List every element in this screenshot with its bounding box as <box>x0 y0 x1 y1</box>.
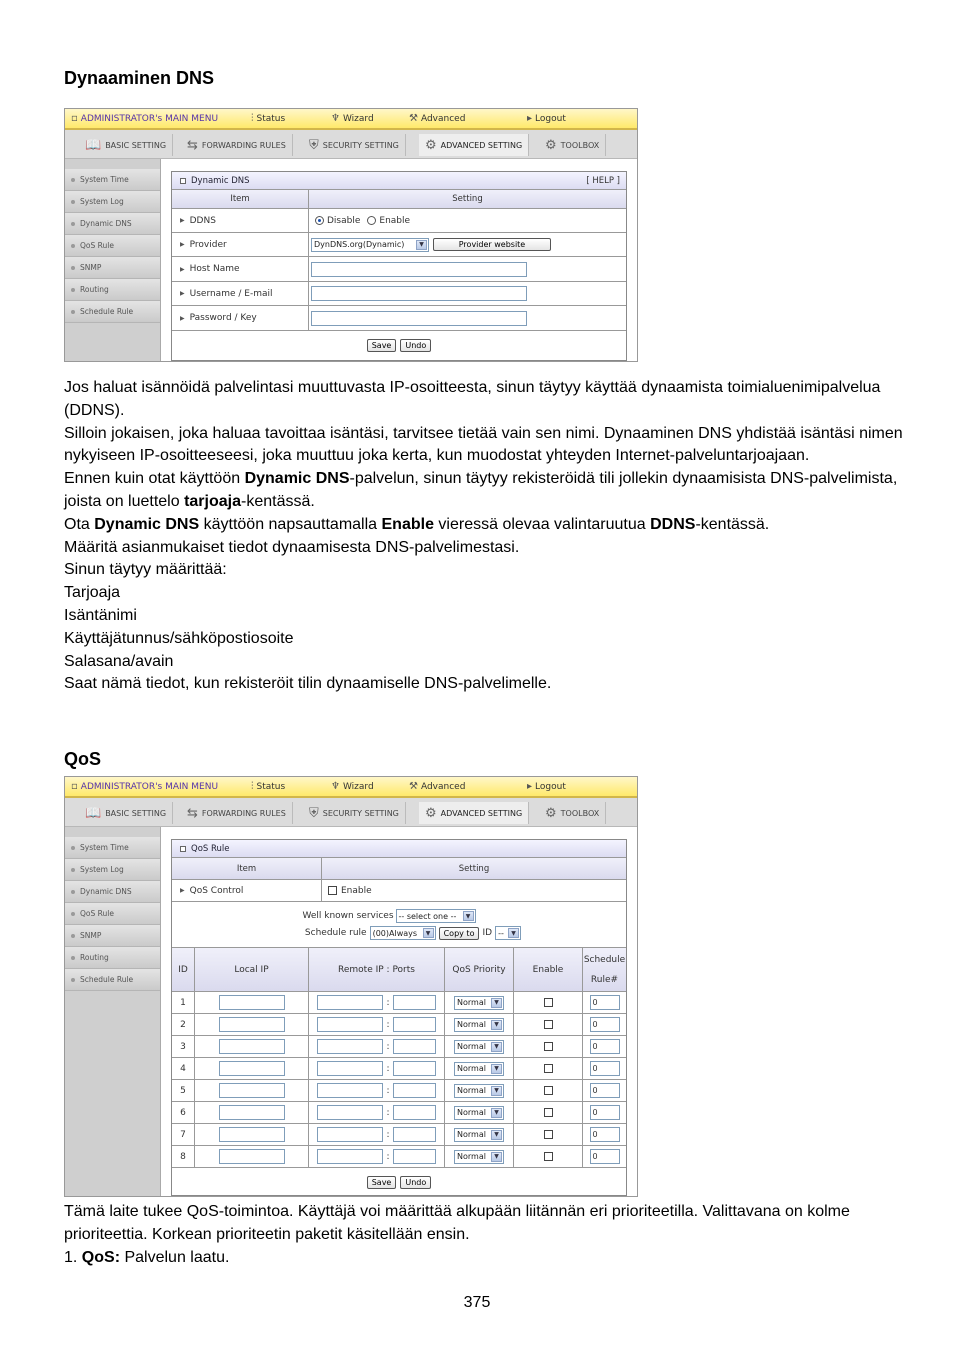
row-hostname: ▶ Host Name <box>172 257 626 282</box>
chevron-down-icon: ▼ <box>463 911 474 921</box>
bullet-icon <box>71 978 75 982</box>
remote-port-input[interactable] <box>393 1083 436 1098</box>
tab-security-setting[interactable]: ⛨ SECURITY SETTING <box>303 802 406 824</box>
menu-square-icon: ▫ <box>71 781 78 792</box>
priority-select[interactable]: Normal ▼ <box>454 1106 504 1120</box>
logout-link[interactable]: ▸ Logout <box>527 781 566 792</box>
router-sidebar <box>65 159 161 361</box>
arrow-icon: ▶ <box>180 887 185 894</box>
forward-icon: ⇆ <box>187 137 198 153</box>
chevron-down-icon: ▼ <box>491 1108 502 1118</box>
rule-enable-checkbox[interactable] <box>544 1108 553 1117</box>
logout-arrow-icon: ▸ <box>527 113 533 124</box>
remote-ip-input[interactable] <box>317 1083 383 1098</box>
col-setting-header: Setting <box>452 194 483 204</box>
priority-select[interactable]: Normal ▼ <box>454 1128 504 1142</box>
row-provider: ▶ Provider DynDNS.org(Dynamic) ▼ Provider website <box>172 233 626 257</box>
chevron-down-icon: ▼ <box>491 1130 502 1140</box>
tools-icon: ⚙ <box>425 137 437 153</box>
schedule-rule-input[interactable]: 0 <box>590 1083 620 1098</box>
rule-id: 6 <box>172 1102 195 1123</box>
main-menu-link[interactable]: ▫ ADMINISTRATOR's MAIN MENU <box>71 113 219 124</box>
router-screenshot-ddns <box>64 108 638 362</box>
row-password: ▶ Password / Key <box>172 306 626 331</box>
page-number: 375 <box>463 1294 491 1311</box>
bullet-icon <box>71 846 75 850</box>
bullet-icon <box>71 912 75 916</box>
remote-ip-input[interactable] <box>317 1127 383 1142</box>
undo-button[interactable]: Undo <box>400 1176 431 1189</box>
tab-forwarding-rules[interactable]: ⇆ FORWARDING RULES <box>181 134 293 156</box>
remote-port-input[interactable] <box>393 1149 436 1164</box>
table-row: 8 : Normal ▼ 0 <box>172 1146 626 1168</box>
sidebar-item-routing[interactable]: Routing <box>65 279 160 301</box>
sidebar-item-system-time[interactable]: System Time <box>65 169 160 191</box>
router-tabs <box>65 798 637 827</box>
schedule-rule-input[interactable]: 0 <box>590 995 620 1010</box>
qos-table-header: ID Local IP Remote IP : Ports QoS Priority Enable Schedule Rule# <box>172 948 626 992</box>
bullet-icon <box>71 310 75 314</box>
bullet-icon <box>71 178 75 182</box>
wizard-link[interactable]: ♆ Wizard <box>331 781 374 792</box>
section-heading-ddns: Dynaaminen DNS <box>64 68 215 88</box>
table-row: 1 : Normal ▼ 0 <box>172 992 626 1014</box>
tab-toolbox[interactable]: ⚙ TOOLBOX <box>539 802 606 824</box>
chevron-down-icon: ▼ <box>491 1042 502 1052</box>
remote-port-input[interactable] <box>393 1017 436 1032</box>
status-icon: ⫶ <box>251 113 254 124</box>
rule-id: 3 <box>172 1036 195 1057</box>
sidebar-item-qos-rule[interactable]: QoS Rule <box>65 903 160 925</box>
provider-select[interactable]: DynDNS.org(Dynamic) ▼ <box>311 238 429 252</box>
tab-basic-setting[interactable]: 📖 BASIC SETTING <box>79 134 173 156</box>
rule-id: 8 <box>172 1146 195 1167</box>
table-header <box>172 190 626 209</box>
form-buttons <box>172 331 626 359</box>
wizard-icon: ♆ <box>331 113 340 124</box>
save-button[interactable]: Save <box>367 1176 397 1189</box>
remote-ip-input[interactable] <box>317 995 383 1010</box>
remote-ip-input[interactable] <box>317 1017 383 1032</box>
sidebar-item-snmp[interactable]: SNMP <box>65 257 160 279</box>
remote-port-input[interactable] <box>393 1127 436 1142</box>
advanced-icon: ⚒ <box>409 113 418 124</box>
bullet-icon <box>71 890 75 894</box>
table-row: 5 : Normal ▼ 0 <box>172 1080 626 1102</box>
chevron-down-icon: ▼ <box>508 928 519 938</box>
status-icon: ⫶ <box>251 781 254 792</box>
schedule-rule-input[interactable]: 0 <box>590 1149 620 1164</box>
sidebar-item-snmp[interactable]: SNMP <box>65 925 160 947</box>
chevron-down-icon: ▼ <box>423 928 434 938</box>
remote-ip-input[interactable] <box>317 1061 383 1076</box>
table-row: 3 : Normal ▼ 0 <box>172 1036 626 1058</box>
logout-link[interactable]: ▸ Logout <box>527 113 566 124</box>
router-top-menu <box>65 777 637 798</box>
qos-description: Tämä laite tukee QoS-toimintoa. Käyttäjä voi määrittää alkupään liitännän eri prioriteetilla. Valittavana on kolme prioriteettia. Korkean prioriteetin paketit käsitellään ensin. 1. QoS: Palvelun laatu. <box>64 1203 850 1266</box>
status-link[interactable]: ⫶ Status <box>251 781 286 792</box>
sidebar-item-schedule-rule[interactable]: Schedule Rule <box>65 969 160 991</box>
ddns-description: Jos haluat isännöidä palvelintasi muuttuvasta IP-osoitteesta, sinun täytyy käyttää dynaamista toimialuenimipalvelua (DDNS). Silloin jokaisen, joka haluaa tavoittaa isäntäsi, tarvitsee tietää vain sen nimi. Dynaaminen DNS yhdistää isäntäsi nimen nykyiseen IP-osoitteeseesi, joka muuttuu joka kerta, kun muodostat yhteyden Internet-palveluntarjoajaan. Ennen kuin otat käyttöön Dynamic DNS-palvelun, sinun täytyy rekisteröidä tili jollekin dynaamisista DNS-palvelimista, joista on luettelo tarjoaja-kentässä. Ota Dynamic DNS käyttöön napsauttamalla Enable vieressä olevaa valintaruutua DDNS-kentässä. Määritä asianmukaiset tiedot dynaamisesta DNS-palvelimestasi. Sinun täytyy määrittää: Tarjoaja Isäntänimi Käyttäjätunnus/sähköpostiosoite Salasana/avain Saat nämä tiedot, kun rekisteröit tilin dynaamiselle DNS-palvelimelle. <box>64 379 903 693</box>
local-ip-input[interactable] <box>219 1083 285 1098</box>
bullet-icon <box>71 266 75 270</box>
ddns-label: DDNS <box>189 215 216 226</box>
arrow-icon: ▶ <box>180 314 185 322</box>
panel-title: QoS Rule <box>172 840 626 858</box>
schedule-rule-input[interactable]: 0 <box>590 1061 620 1076</box>
router-top-menu <box>65 109 637 130</box>
remote-ip-input[interactable] <box>317 1149 383 1164</box>
book-icon: 📖 <box>85 805 102 821</box>
arrow-icon: ▶ <box>180 290 185 297</box>
chevron-down-icon: ▼ <box>491 1086 502 1096</box>
ddns-disable-radio[interactable] <box>315 216 324 225</box>
rule-id: 2 <box>172 1014 195 1035</box>
form-buttons <box>172 1168 626 1196</box>
priority-select[interactable]: Normal ▼ <box>454 1018 504 1032</box>
router-tabs <box>65 130 637 159</box>
row-qos-control: ▶ QoS Control Enable <box>172 880 626 902</box>
username-input[interactable] <box>311 286 527 301</box>
local-ip-input[interactable] <box>219 995 285 1010</box>
chevron-down-icon: ▼ <box>416 240 427 250</box>
rule-enable-checkbox[interactable] <box>544 1152 553 1161</box>
chevron-down-icon: ▼ <box>491 998 502 1008</box>
forward-icon: ⇆ <box>187 805 198 821</box>
wizard-link[interactable]: ♆ Wizard <box>331 113 374 124</box>
priority-select[interactable]: Normal ▼ <box>454 1084 504 1098</box>
bullet-icon <box>71 244 75 248</box>
toolbox-icon: ⚙ <box>545 805 557 821</box>
status-link[interactable]: ⫶ Status <box>251 113 286 124</box>
chevron-down-icon: ▼ <box>491 1064 502 1074</box>
rule-id: 5 <box>172 1080 195 1101</box>
chevron-down-icon: ▼ <box>491 1020 502 1030</box>
row-username: ▶ Username / E-mail <box>172 282 626 306</box>
table-row: 7 : Normal ▼ 0 <box>172 1124 626 1146</box>
table-row: 4 : Normal ▼ 0 <box>172 1058 626 1080</box>
tools-icon: ⚙ <box>425 805 437 821</box>
schedule-rule-input[interactable]: 0 <box>590 1127 620 1142</box>
priority-select[interactable]: Normal ▼ <box>454 1062 504 1076</box>
remote-port-input[interactable] <box>393 1105 436 1120</box>
schedule-rule-select[interactable]: (00)Always ▼ <box>370 926 436 940</box>
sidebar-item-system-log[interactable]: System Log <box>65 859 160 881</box>
qos-enable-checkbox[interactable] <box>328 886 337 895</box>
remote-port-input[interactable] <box>393 1061 436 1076</box>
arrow-icon: ▶ <box>180 265 185 273</box>
rule-enable-checkbox[interactable] <box>544 1042 553 1051</box>
panel-box-icon <box>180 846 186 852</box>
bullet-icon <box>71 934 75 938</box>
bullet-icon <box>71 868 75 872</box>
section-heading-qos: QoS <box>64 749 102 769</box>
undo-button[interactable]: Undo <box>400 339 431 352</box>
table-header: Item Setting <box>172 858 626 880</box>
row-ddns: ▶ DDNS Disable Enable <box>172 209 626 233</box>
remote-port-input[interactable] <box>393 1039 436 1054</box>
router-sidebar <box>65 827 161 1196</box>
ddns-panel <box>171 171 627 361</box>
local-ip-input[interactable] <box>219 1105 285 1120</box>
qos-rules-table <box>172 948 626 1168</box>
remote-ip-input[interactable] <box>317 1039 383 1054</box>
copy-to-button[interactable]: Copy to <box>439 927 480 940</box>
shield-icon: ⛨ <box>309 805 319 821</box>
remote-ip-input[interactable] <box>317 1105 383 1120</box>
services-row: Well known services -- select one -- ▼ Schedule rule (00)Always ▼ Copy to ID -- ▼ <box>172 902 626 948</box>
password-input[interactable] <box>311 311 527 326</box>
tab-advanced-setting[interactable]: ⚙ ADVANCED SETTING <box>419 134 529 156</box>
table-row: 2 : Normal ▼ 0 <box>172 1014 626 1036</box>
toolbox-icon: ⚙ <box>545 137 557 153</box>
bullet-icon <box>71 222 75 226</box>
sidebar-item-system-time[interactable]: System Time <box>65 837 160 859</box>
copy-id-select[interactable]: -- ▼ <box>495 926 521 940</box>
wizard-icon: ♆ <box>331 781 340 792</box>
schedule-rule-input[interactable]: 0 <box>590 1017 620 1032</box>
help-link[interactable]: [ HELP ] <box>586 175 620 186</box>
tab-basic-setting[interactable]: 📖 BASIC SETTING <box>79 802 173 824</box>
priority-select[interactable]: Normal ▼ <box>454 996 504 1010</box>
advanced-icon: ⚒ <box>409 781 418 792</box>
sidebar-item-qos-rule[interactable]: QoS Rule <box>65 235 160 257</box>
rule-enable-checkbox[interactable] <box>544 1086 553 1095</box>
tab-advanced-setting[interactable]: ⚙ ADVANCED SETTING <box>419 802 529 824</box>
priority-select[interactable]: Normal ▼ <box>454 1150 504 1164</box>
rule-enable-checkbox[interactable] <box>544 1020 553 1029</box>
main-menu-link[interactable]: ▫ ADMINISTRATOR's MAIN MENU <box>71 781 219 792</box>
save-button[interactable]: Save <box>367 339 397 352</box>
panel-title: Dynamic DNS [ HELP ] <box>172 172 626 190</box>
qos-panel <box>171 839 627 1196</box>
bullet-icon <box>71 200 75 204</box>
provider-website-button[interactable]: Provider website <box>433 238 551 251</box>
ddns-enable-radio[interactable] <box>367 216 376 225</box>
bullet-icon <box>71 956 75 960</box>
local-ip-input[interactable] <box>219 1149 285 1164</box>
chevron-down-icon: ▼ <box>491 1152 502 1162</box>
arrow-icon: ▶ <box>180 217 185 224</box>
rule-id: 1 <box>172 992 195 1013</box>
col-item-header: Item <box>172 190 309 208</box>
router-screenshot-qos <box>64 776 638 1197</box>
sidebar-item-schedule-rule[interactable]: Schedule Rule <box>65 301 160 323</box>
local-ip-input[interactable] <box>219 1039 285 1054</box>
tab-forwarding-rules[interactable]: ⇆ FORWARDING RULES <box>181 802 293 824</box>
rule-enable-checkbox[interactable] <box>544 998 553 1007</box>
sidebar-item-dynamic-dns[interactable]: Dynamic DNS <box>65 213 160 235</box>
logout-arrow-icon: ▸ <box>527 781 533 792</box>
sidebar-item-system-log[interactable]: System Log <box>65 191 160 213</box>
rule-id: 4 <box>172 1058 195 1079</box>
sidebar-item-dynamic-dns[interactable]: Dynamic DNS <box>65 881 160 903</box>
well-known-services-select[interactable]: -- select one -- ▼ <box>396 909 476 923</box>
panel-box-icon <box>180 178 186 184</box>
advanced-link[interactable]: ⚒ Advanced <box>409 781 466 792</box>
bullet-icon <box>71 288 75 292</box>
local-ip-input[interactable] <box>219 1017 285 1032</box>
local-ip-input[interactable] <box>219 1061 285 1076</box>
schedule-rule-input[interactable]: 0 <box>590 1105 620 1120</box>
rule-enable-checkbox[interactable] <box>544 1130 553 1139</box>
advanced-link[interactable]: ⚒ Advanced <box>409 113 466 124</box>
rule-id: 7 <box>172 1124 195 1145</box>
shield-icon: ⛨ <box>309 137 319 153</box>
arrow-icon: ▶ <box>180 241 185 248</box>
tab-security-setting[interactable]: ⛨ SECURITY SETTING <box>303 134 406 156</box>
schedule-rule-input[interactable]: 0 <box>590 1039 620 1054</box>
local-ip-input[interactable] <box>219 1127 285 1142</box>
tab-toolbox[interactable]: ⚙ TOOLBOX <box>539 134 606 156</box>
sidebar-item-routing[interactable]: Routing <box>65 947 160 969</box>
priority-select[interactable]: Normal ▼ <box>454 1040 504 1054</box>
remote-port-input[interactable] <box>393 995 436 1010</box>
book-icon: 📖 <box>85 137 102 153</box>
hostname-input[interactable] <box>311 262 527 277</box>
table-row: 6 : Normal ▼ 0 <box>172 1102 626 1124</box>
rule-enable-checkbox[interactable] <box>544 1064 553 1073</box>
menu-square-icon: ▫ <box>71 113 78 124</box>
